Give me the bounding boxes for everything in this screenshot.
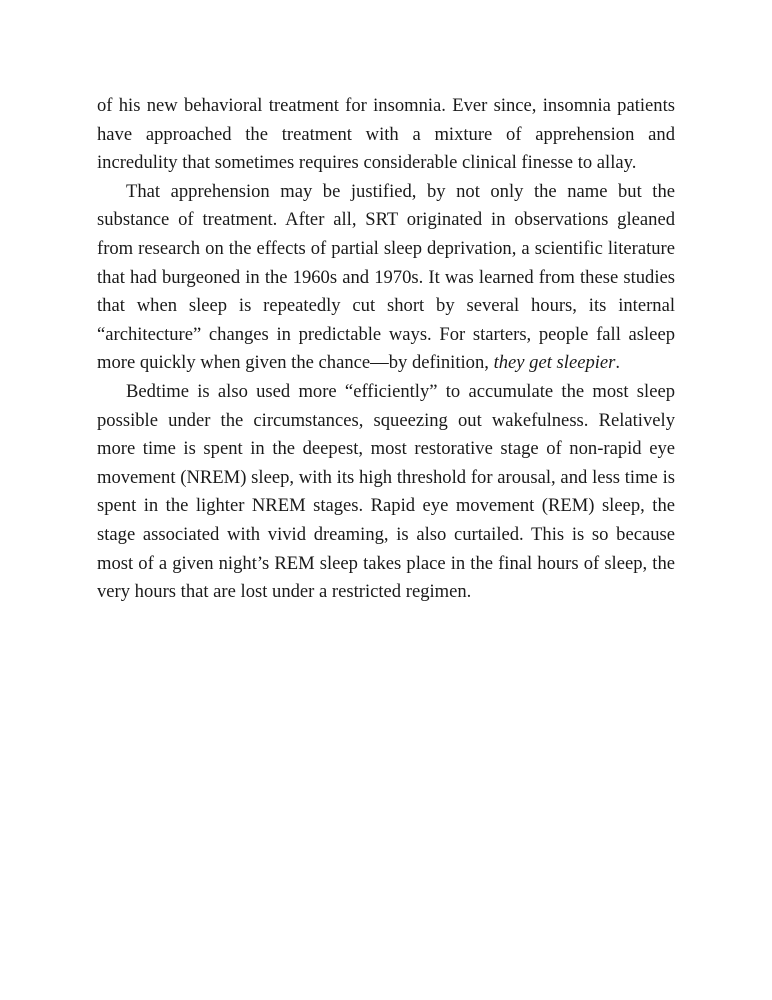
paragraph-1: of his new behavioral treatment for insomnia. Ever since, insomnia patients have approached the treatment with a mixture of apprehension and incredulity that sometimes requires considerable clinical finesse to allay. <box>97 95 675 174</box>
paragraph-2-emphasis: they get sleepier <box>493 352 616 374</box>
paragraph-2 <box>97 178 675 378</box>
paragraph-3: Bedtime is also used more “efficiently” to accumulate the most sleep possible under the circumstances, squeezing out wakefulness. Relatively more time is spent in the deepest, most restorative stage of non-rapid eye movement (NREM) sleep, with its high threshold for arousal, and less time is spent in the lighter NREM stages. Rapid eye movement (REM) sleep, the stage associated with vivid dreaming, is also curtailed. This is so because most of a given night’s REM sleep takes place in the final hours of sleep, the very hours that are lost under a restricted regimen. <box>97 380 675 603</box>
document-page <box>97 92 675 607</box>
paragraph-2-text: That apprehension may be justified, by not only the name but the substance of treatment. After all, SRT originated in observations gleaned from research on the effects of partial sleep deprivation, a scientific literature that had burgeoned in the 1960s and 1970s. It was learned from these studies that when sleep is repeatedly cut short by several hours, its internal “architecture” changes in predictable ways. For starters, people fall asleep more quickly when given the chance—by definition, <box>97 180 675 374</box>
paragraph-2-ending: . <box>615 352 621 374</box>
